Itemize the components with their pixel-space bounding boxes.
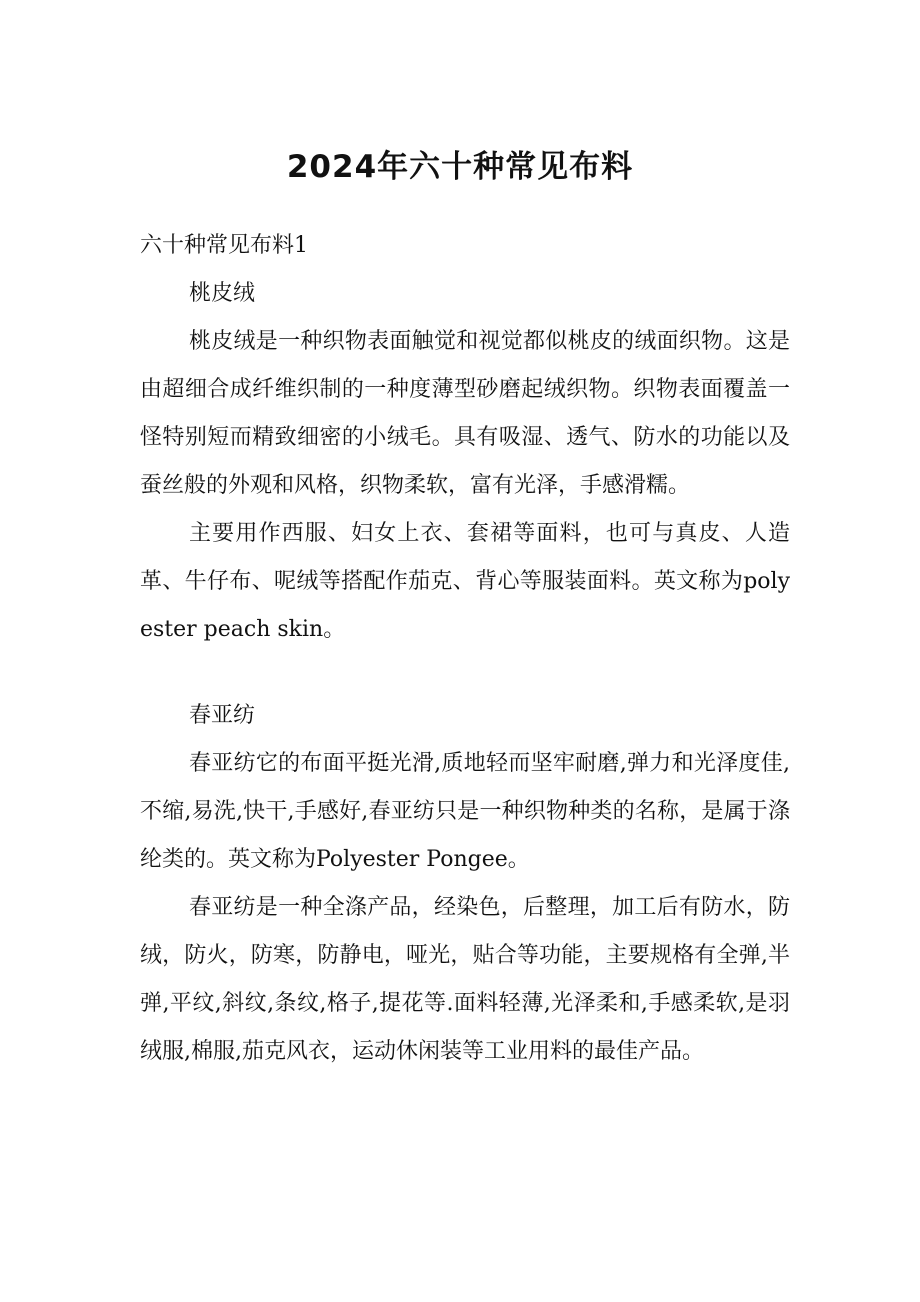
fabric-section-pongee [140,692,790,1076]
fabric-heading-peach-skin: 桃皮绒 [189,281,256,306]
fabric-paragraph: 春亚纺是一种全涤产品，经染色，后整理，加工后有防水，防绒，防火，防寒，防静电，哑光，贴合等功能，主要规格有全弹,半弹,平纹,斜纹,条纹,格子,提花等.面料轻薄,光泽柔和,手感柔软,是羽绒服,棉服,茄克风衣，运动休闲装等工业用料的最佳产品。 [140,895,790,1064]
fabric-paragraph: 春亚纺它的布面平挺光滑,质地轻而坚牢耐磨,弹力和光泽度佳,不缩,易洗,快干,手感好,春亚纺只是一种织物种类的名称，是属于涤纶类的。英文称为Polyester Pongee。 [140,751,790,872]
section-spacer [140,654,790,692]
section-label: 六十种常见布料1 [140,233,308,258]
fabric-heading-pongee: 春亚纺 [189,703,256,728]
document-body [140,222,790,1076]
document-title: 2024年六十种常见布料 [286,149,634,185]
fabric-paragraph: 主要用作西服、妇女上衣、套裙等面料，也可与真皮、人造革、牛仔布、呢绒等搭配作茄克、背心等服装面料。英文称为polyester peach skin。 [140,521,790,642]
fabric-section-peach-skin [140,270,790,654]
fabric-paragraph: 桃皮绒是一种织物表面触觉和视觉都似桃皮的绒面织物。这是由超细合成纤维织制的一种度薄型砂磨起绒织物。织物表面覆盖一怪特别短而精致细密的小绒毛。具有吸湿、透气、防水的功能以及蚕丝般的外观和风格，织物柔软，富有光泽，手感滑糯。 [140,329,790,498]
